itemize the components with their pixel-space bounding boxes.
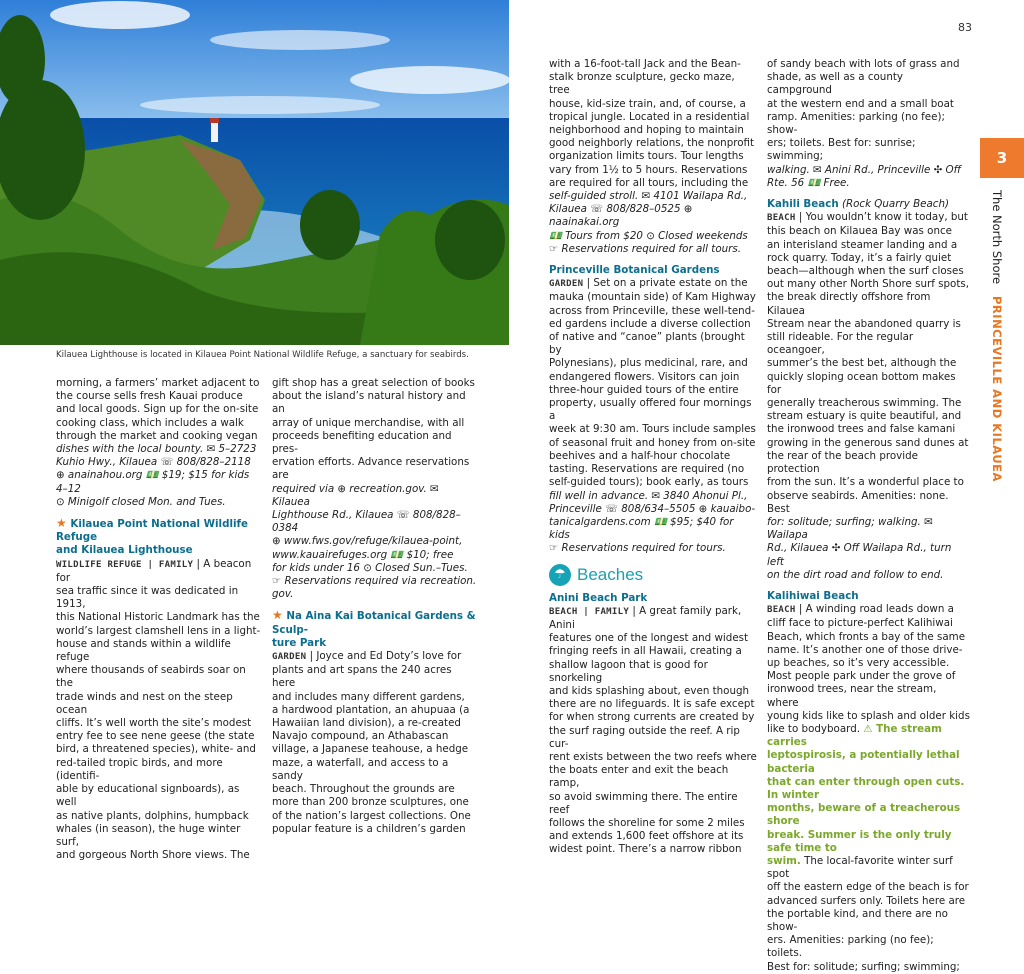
- text-line: about the island’s natural history and an: [272, 390, 466, 416]
- text-line: neighborhood and hoping to maintain: [549, 124, 744, 137]
- text-line: through the market and cooking vegan: [56, 429, 258, 442]
- text-line: ⊕ anainahou.org 💵 $19; $15 for kids 4–12: [56, 469, 250, 495]
- warning-text: leptospirosis, a potentially lethal bacteria: [767, 749, 960, 775]
- text-line: ☞ Reservations required for all tours.: [549, 242, 742, 255]
- text-line: more than 200 bronze sculptures, one: [272, 796, 469, 809]
- text-line: house and stands within a wildlife refuge: [56, 637, 231, 664]
- entry-tag: GARDEN: [272, 652, 307, 663]
- text-line: entry fee to see nene geese (the state: [56, 730, 255, 743]
- text-line: so avoid swimming there. The entire reef: [549, 790, 738, 816]
- text-line: of seasonal fruit and honey from on-site: [549, 436, 756, 449]
- text-line: as native plants, dolphins, humpback: [56, 809, 249, 822]
- entry-title-line: [767, 198, 971, 211]
- text-line: BEACH | You wouldn’t know it today, but: [767, 211, 968, 224]
- text-line: ☞ Reservations required via recreation.: [272, 575, 477, 588]
- text-line: of the nation’s largest collections. One: [272, 809, 471, 822]
- warning-text: that can enter through open cuts. In winter: [767, 775, 965, 801]
- text-line: advanced surfers only. Toilets here are: [767, 894, 966, 907]
- text-line: BEACH | FAMILY | A great family park, Anini: [549, 604, 742, 631]
- text-line: stalk bronze sculpture, gecko maze, tree: [549, 71, 735, 97]
- column-1: [56, 377, 262, 862]
- text-line: able by educational signboards), as well: [56, 783, 240, 809]
- text-line: Princeville ☏ 808/634–5505 ⊕ kauaibo-: [549, 502, 756, 515]
- text-line: of sandy beach with lots of grass and: [767, 58, 960, 70]
- running-head: [982, 190, 1004, 482]
- text-line: whales (in season), the huge winter surf,: [56, 822, 241, 848]
- text-line: beach—although when the surf closes: [767, 265, 964, 278]
- text-line: growing in the generous sand dunes at: [767, 436, 969, 449]
- warning-text: swim.: [767, 854, 801, 867]
- text-line: endangered flowers. Visitors can join: [549, 370, 740, 383]
- text-line: swim. The local-favorite winter surf spot: [767, 854, 953, 881]
- entry-title: Anini Beach Park: [549, 591, 648, 604]
- text-line: rock quarry. Today, it’s a fairly quiet: [767, 251, 952, 264]
- text-line: self-guided tours); book early, as tours: [549, 476, 749, 489]
- text-line: stream estuary is quite beautiful, and: [767, 410, 962, 423]
- entry-title: ★ Na Aina Kai Botanical Gardens & Sculp-: [272, 608, 476, 636]
- subsection-name: PRINCEVILLE AND KILAUEA: [990, 295, 1004, 482]
- text-line: and local goods. Sign up for the on-site: [56, 403, 259, 416]
- text-line: world’s largest clamshell lens in a light-: [56, 624, 261, 637]
- entry-tag: WILDLIFE REFUGE | FAMILY: [56, 559, 194, 570]
- text-line: fill well in advance. ✉ 3840 Ahonui Pl.,: [549, 489, 748, 502]
- column-4: [767, 58, 971, 974]
- text-line: ers. Amenities: parking (no fee); toilets.: [767, 934, 934, 960]
- entry-tag: BEACH: [767, 213, 796, 224]
- text-line: GARDEN | Set on a private estate on the: [549, 277, 748, 290]
- page-number: 83: [958, 21, 972, 34]
- text-line: for when strong currents are created by: [549, 711, 755, 724]
- text-line: ☞ Reservations required for tours.: [549, 542, 726, 555]
- text-line: young kids like to splash and older kids: [767, 709, 970, 722]
- text-line: village, a Japanese teahouse, a hedge: [272, 743, 469, 756]
- text-line: popular feature is a children’s garden: [272, 822, 466, 835]
- text-line: the rear of the beach provide protection: [767, 449, 919, 476]
- text-line: the portable kind, and there are no show-: [767, 907, 948, 933]
- entry-tag: BEACH: [767, 605, 796, 616]
- text-line: required via ⊕ recreation.gov. ✉ Kilauea: [272, 482, 439, 508]
- star-icon: ★: [272, 608, 283, 623]
- text-line: red-tailed tropic birds, and more (identifi-: [56, 756, 223, 782]
- text-line: this beach on Kilauea Bay was once: [767, 225, 952, 238]
- lighthouse-photo: [0, 0, 509, 345]
- text-line: and kids splashing about, even though: [549, 684, 750, 697]
- text-line: follows the shoreline for some 2 miles: [549, 816, 745, 829]
- text-line: the course sells fresh Kauai produce: [56, 390, 243, 403]
- photo-caption: Kilauea Lighthouse is located in Kilauea Point National Wildlife Refuge, a sanctuary for seabirds.: [56, 350, 469, 360]
- entry-title: Kahili Beach: [767, 198, 839, 211]
- column-3: [549, 58, 757, 857]
- text-line: proceeds benefiting education and pres-: [272, 429, 452, 456]
- warning-text: months, beware of a treacherous shore: [767, 802, 961, 828]
- text-line: plants and art spans the 240 acres here: [272, 664, 452, 690]
- entry-tag: GARDEN: [549, 279, 584, 290]
- text-line: Kilauea ☏ 808/828–0525 ⊕ naainakai.org: [549, 203, 693, 229]
- text-line: 💵 Tours from $20 ⊙ Closed weekends: [549, 229, 748, 242]
- text-line: rent exists between the two reefs where: [549, 750, 757, 763]
- text-line: are required for all tours, including the: [549, 176, 749, 189]
- text-line: of native and “canoe” plants (brought by: [549, 331, 745, 357]
- text-line: beach. Throughout the grounds are: [272, 783, 455, 796]
- text-line: cliffs. It’s well worth the site’s modest: [56, 717, 252, 730]
- text-line: the surf raging outside the reef. A rip cur-: [549, 724, 740, 750]
- text-line: up beaches, so it’s very accessible.: [767, 656, 950, 669]
- text-line: a hardwood plantation, an ahupuaa (a: [272, 703, 470, 716]
- text-line: for kids under 16 ⊙ Closed Sun.–Tues.: [272, 561, 468, 574]
- text-line: Rd., Kilauea ✣ Off Wailapa Rd., turn left: [767, 542, 952, 568]
- text-line: with a 16-foot-tall Jack and the Bean-: [549, 58, 741, 70]
- beach-umbrella-icon: ☂: [549, 564, 571, 586]
- section-name: The North Shore: [990, 190, 1004, 285]
- text-line: WILDLIFE REFUGE | FAMILY | A beacon for: [56, 557, 252, 584]
- text-line: and gorgeous North Shore views. The: [56, 849, 250, 862]
- text-line: from the sun. It’s a wonderful place to: [767, 476, 964, 489]
- text-line: Lighthouse Rd., Kilauea ☏ 808/828–0384: [272, 509, 461, 535]
- entry-title: ★ Kilauea Point National Wildlife Refuge: [56, 516, 248, 544]
- text-line: vary from 1½ to 5 hours. Reservations: [549, 163, 748, 176]
- text-line: at the western end and a small boat: [767, 97, 954, 110]
- text-line: trade winds and nest on the steep ocean: [56, 690, 233, 716]
- text-line: gift shop has a great selection of books: [272, 377, 475, 389]
- text-line: for: solitude; surfing; walking. ✉ Wailapa: [767, 515, 933, 542]
- text-line: ervation efforts. Advance reservations are: [272, 456, 470, 482]
- warning-text: ⚠ The stream carries: [767, 722, 942, 749]
- text-line: the break directly offshore from Kilauea: [767, 291, 931, 317]
- text-line: property, usually offered four mornings a: [549, 397, 752, 423]
- text-line: and includes many different gardens,: [272, 690, 465, 703]
- text-line: Navajo compound, an Athabascan: [272, 730, 449, 743]
- text-line: like to bodyboard. ⚠ The stream carries: [767, 722, 942, 749]
- text-line: name. It’s another one of those drive-: [767, 643, 963, 656]
- entry-title: and Kilauea Lighthouse: [56, 544, 193, 557]
- text-line: shade, as well as a county campground: [767, 71, 903, 97]
- text-line: tasting. Reservations are required (no: [549, 463, 745, 476]
- star-icon: ★: [56, 516, 67, 531]
- text-line: Beach, which fronts a bay of the same: [767, 630, 966, 643]
- text-line: an interisland steamer landing and a: [767, 238, 958, 251]
- text-line: good neighborly relations, the nonprofit: [549, 137, 755, 150]
- text-line: sea traffic since it was dedicated in 1913,: [56, 585, 239, 611]
- text-line: array of unique merchandise, with all: [272, 416, 465, 429]
- text-line: self-guided stroll. ✉ 4101 Wailapa Rd.,: [549, 190, 748, 203]
- text-line: Stream near the abandoned quarry is: [767, 317, 961, 330]
- text-line: ers; toilets. Best for: sunrise; swimming;: [767, 137, 916, 163]
- text-line: out many other North Shore surf spots,: [767, 278, 970, 291]
- text-line: summer’s the best bet, although the: [767, 357, 957, 370]
- text-line: week at 9:30 am. Tours include samples: [549, 423, 756, 436]
- text-line: this National Historic Landmark has the: [56, 611, 260, 624]
- text-line: across from Princeville, these well-tend-: [549, 304, 755, 317]
- text-line: ⊕ www.fws.gov/refuge/kilauea-point,: [272, 535, 463, 548]
- chapter-tab: 3: [980, 138, 1024, 178]
- text-line: organization limits tours. Tour lengths: [549, 150, 744, 163]
- section-title: Beaches: [577, 564, 644, 584]
- text-line: and extends 1,600 feet offshore at its: [549, 830, 744, 843]
- text-line: BEACH | A winding road leads down a: [767, 603, 954, 616]
- text-line: the boats enter and exit the beach ramp,: [549, 764, 729, 790]
- entry-tag: BEACH | FAMILY: [549, 606, 630, 617]
- text-line: observe seabirds. Amenities: none. Best: [767, 489, 949, 515]
- text-line: quickly sloping ocean bottom makes for: [767, 370, 956, 396]
- text-line: bird, a threatened species), white- and: [56, 743, 256, 756]
- text-line: dishes with the local bounty. ✉ 5–2723: [56, 443, 257, 456]
- entry-title: ture Park: [272, 636, 327, 649]
- section-heading: [549, 564, 757, 586]
- entry-title: Kalihiwai Beach: [767, 589, 859, 602]
- text-line: GARDEN | Joyce and Ed Doty’s love for: [272, 650, 462, 663]
- text-line: house, kid-size train, and, of course, a: [549, 97, 746, 110]
- text-line: on the dirt road and follow to end.: [767, 568, 944, 581]
- text-line: walking. ✉ Anini Rd., Princeville ✣ Off: [767, 163, 962, 176]
- text-line: cliff face to picture-perfect Kalihiwai: [767, 617, 953, 630]
- text-line: shallow lagoon that is good for snorkeling: [549, 658, 708, 684]
- text-line: features one of the longest and widest: [549, 632, 749, 645]
- text-line: three-hour guided tours of the entire: [549, 383, 739, 396]
- entry-title: Princeville Botanical Gardens: [549, 264, 720, 277]
- text-line: Rte. 56 💵 Free.: [767, 176, 850, 189]
- text-line: mauka (mountain side) of Kam Highway: [549, 291, 756, 304]
- text-line: Kuhio Hwy., Kilauea ☏ 808/828–2118: [56, 456, 251, 469]
- text-line: gov.: [272, 588, 294, 601]
- text-line: tropical jungle. Located in a residential: [549, 110, 750, 123]
- text-line: beehives and a half-hour chocolate: [549, 449, 731, 462]
- text-line: Best for: solitude; surfing; swimming;: [767, 960, 960, 973]
- text-line: widest point. There’s a narrow ribbon: [549, 843, 742, 856]
- text-line: maze, a waterfall, and access to a sandy: [272, 756, 449, 782]
- lighthouse-shape: [211, 122, 218, 142]
- column-2: [272, 377, 478, 836]
- text-line: tanicalgardens.com 💵 $95; $40 for kids: [549, 515, 734, 542]
- text-line: fringing reefs in all Hawaii, creating a: [549, 645, 742, 658]
- text-line: generally treacherous swimming. The: [767, 397, 962, 410]
- entry-alt-name: (Rock Quarry Beach): [841, 198, 949, 211]
- text-line: there are no lifeguards. It is safe except: [549, 698, 755, 711]
- text-line: cooking class, which includes a walk: [56, 416, 244, 429]
- text-line: ⊙ Minigolf closed Mon. and Tues.: [56, 495, 226, 508]
- text-line: off the eastern edge of the beach is for: [767, 881, 969, 894]
- lighthouse-photo-illustration: [0, 0, 509, 345]
- text-line: the ironwood trees and false kamani: [767, 423, 956, 436]
- text-line: ed gardens include a diverse collection: [549, 317, 751, 330]
- text-line: www.kauairefuges.org 💵 $10; free: [272, 548, 454, 561]
- text-line: Polynesians), plus medicinal, rare, and: [549, 357, 748, 370]
- text-line: Most people park under the grove of: [767, 670, 956, 683]
- text-line: morning, a farmers’ market adjacent to: [56, 377, 260, 389]
- warning-text: break. Summer is the only truly safe time to: [767, 828, 952, 854]
- text-line: ironwood trees, near the stream, where: [767, 683, 937, 709]
- text-line: where thousands of seabirds soar on the: [56, 664, 246, 690]
- text-line: ramp. Amenities: parking (no fee); show-: [767, 110, 945, 137]
- text-line: still rideable. For the regular oceangoer,: [767, 331, 914, 357]
- text-line: Hawaiian land division), a re-created: [272, 717, 461, 730]
